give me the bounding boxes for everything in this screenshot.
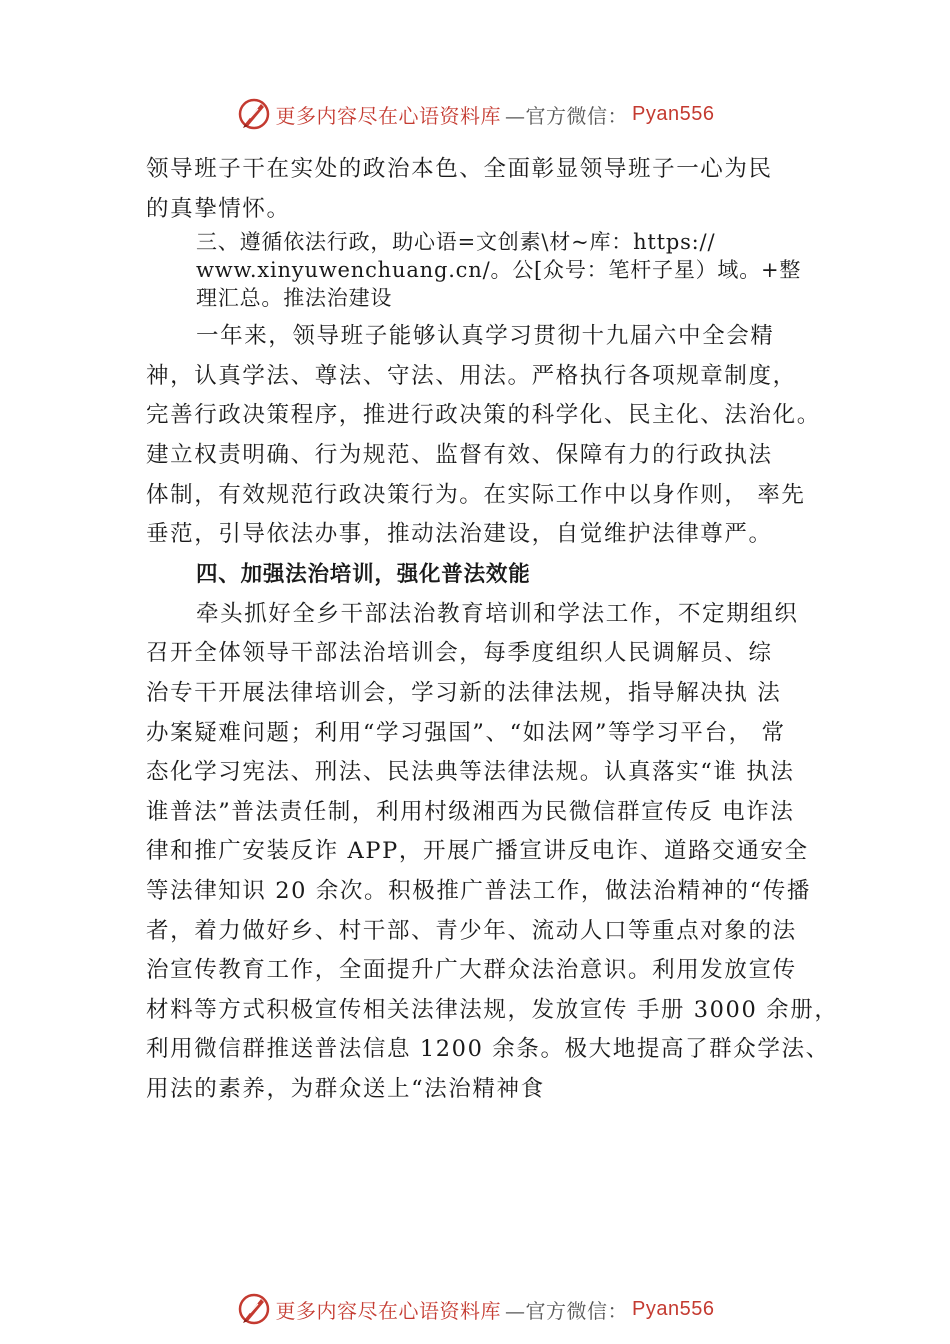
text-line: 三、遵循依法行政，助心语=文创素\材~库：https:// [196,230,716,255]
text-line: 领导班子干在实处的政治本色、全面彰显领导班子一心为民 [146,156,773,182]
banner-text-red: 更多内容尽在心语资料库 [275,1298,502,1323]
banner-text-red: 更多内容尽在心语资料库 [275,103,502,128]
text-line: 办案疑难问题；利用“学习强国”、“如法网”等学习平台， 常 [146,719,786,746]
text-line: 建立权责明确、行为规范、监督有效、保障有力的行政执法 [146,441,773,468]
text-line: 谁普法”普法责任制，利用村级湘西为民微信群宣传反 电诈法 [146,798,795,825]
text-line: 材料等方式积极宣传相关法律法规，发放宣传 手册 3000 余册， [146,996,839,1023]
text-line: 利用微信群推送普法信息 1200 余条。极大地提高了群众学法、 [146,1036,830,1063]
text-line: 召开全体领导干部法治培训会，每季度组织人民调解员、综 [146,640,773,667]
banner-text-gray: —官方微信： [505,1298,629,1323]
quill-pen-logo-icon [236,96,272,132]
text-line: 用法的素养，为群众送上“法治精神食 [146,1075,545,1102]
text-line: 等法律知识 20 余次。积极推广普法工作，做法治精神的“传播 [146,877,811,904]
text-line: 神，认真学法、尊法、守法、用法。严格执行各项规章制度， [146,362,797,389]
text-line: 垂范，引导依法办事，推动法治建设，自觉维护法律尊严。 [146,521,773,548]
text-line: 完善行政决策程序，推进行政决策的科学化、民主化、法治化。 [146,402,821,429]
text-line: 一年来，领导班子能够认真学习贯彻十九届六中全会精 [196,323,775,350]
text-line: 律和推广安装反诈 APP，开展广播宣讲反电诈、道路交通安全 [146,838,809,865]
banner-text-gray: —官方微信： [505,103,629,128]
text-line: www.xinyuwenchuang.cn/。公[众号：笔杆子星）域。+整 [196,258,802,283]
text-line: 理汇总。推法治建设 [196,286,393,311]
section-3-title [146,229,836,313]
section-4-title: 四、加强法治培训，强化普法效能 [196,561,531,587]
text-line: 治专干开展法律培训会，学习新的法律法规，指导解决执 法 [146,679,782,706]
banner-wechat-id: Pyan556 [632,102,715,125]
header-banner [0,94,950,134]
text-line: 牵头抓好全乡干部法治教育培训和学法工作，不定期组织 [196,600,799,627]
text-line: 体制，有效规范行政决策行为。在实际工作中以身作则， 率先 [146,481,806,508]
text-line: 态化学习宪法、刑法、民法典等法律法规。认真落实“谁 执法 [146,759,795,786]
text-line: 者，着力做好乡、村干部、青少年、流动人口等重点对象的法 [146,917,797,944]
quill-pen-logo-icon [236,1291,272,1327]
text-line: 的真挚情怀。 [146,195,291,222]
banner-wechat-id: Pyan556 [632,1297,715,1320]
footer-banner [0,1289,950,1329]
text-line: 治宣传教育工作，全面提升广大群众法治意识。利用发放宣传 [146,957,797,984]
document-body [146,150,839,1109]
